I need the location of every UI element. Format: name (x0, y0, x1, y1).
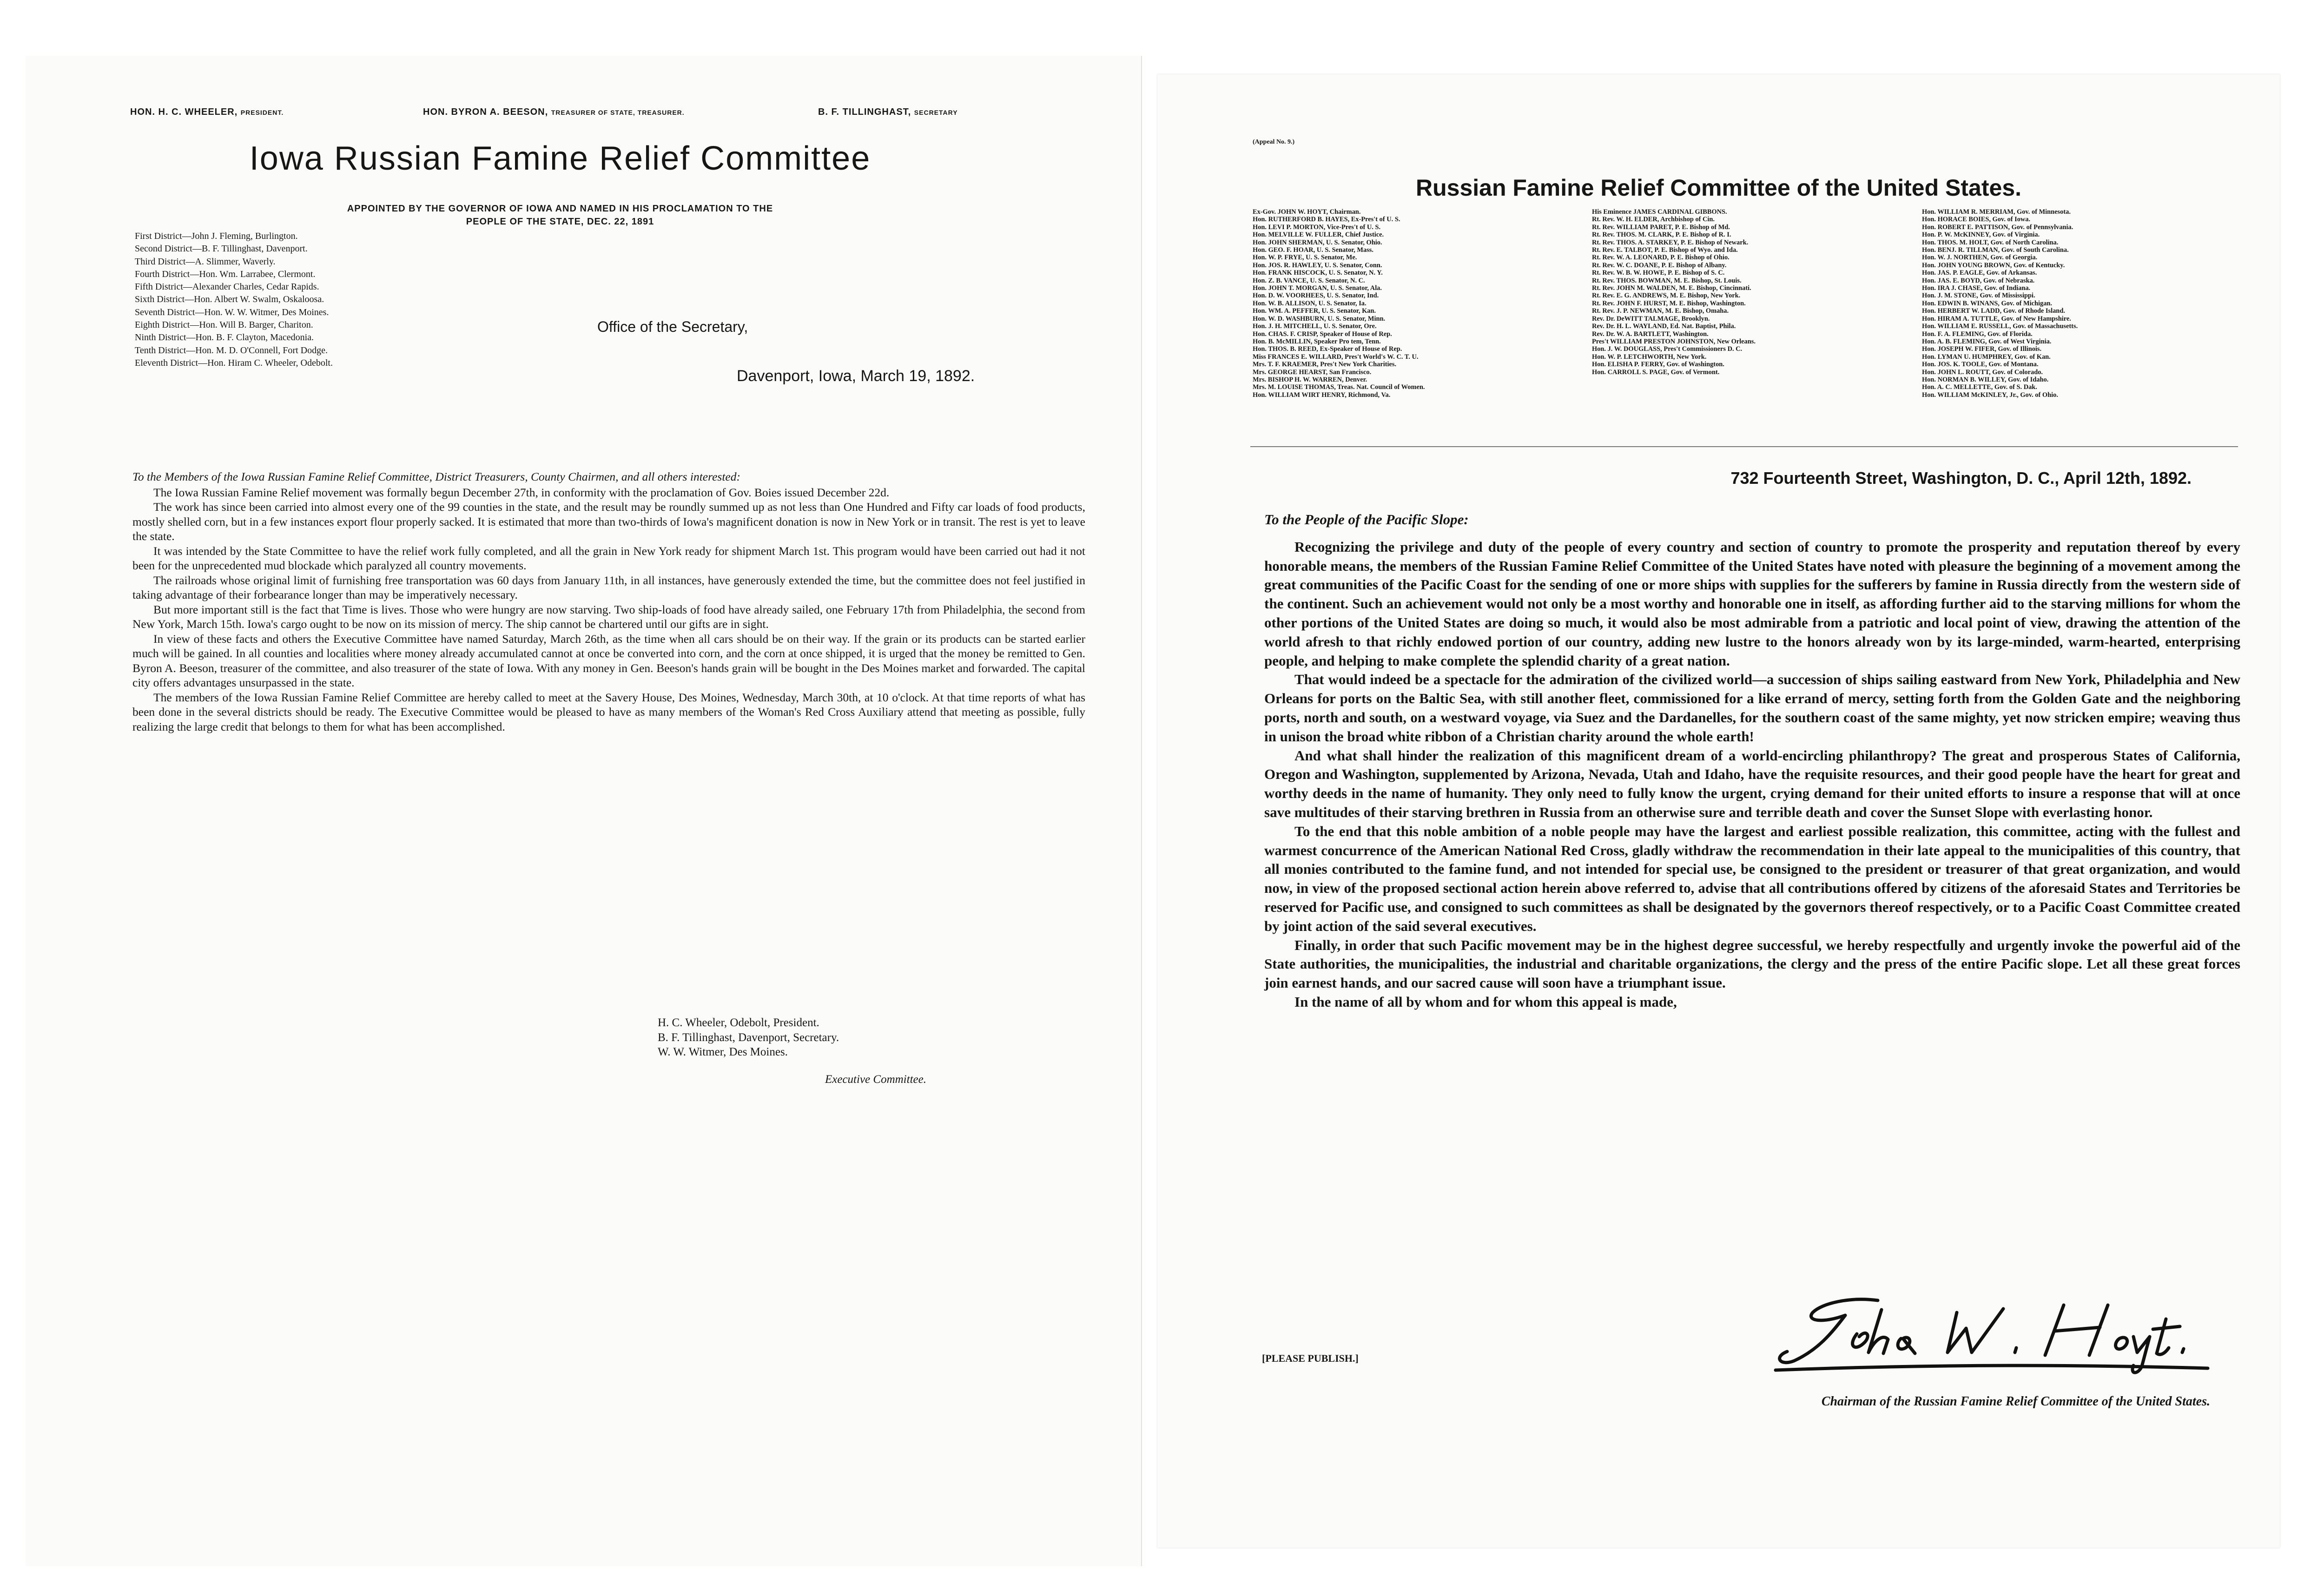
member-entry: Hon. JOHN SHERMAN, U. S. Senator, Ohio. (1253, 238, 1382, 246)
member-entry: Rt. Rev. THOS. M. CLARK, P. E. Bishop of R. I. (1592, 231, 1731, 239)
executive-committee-label: Executive Committee. (825, 1073, 926, 1086)
district-item: Fifth District—Alexander Charles, Cedar Rapids. (135, 282, 319, 292)
member-entry: Rt. Rev. E. TALBOT, P. E. Bishop of Wyo. and Ida. (1592, 246, 1738, 254)
appeal-salutation: To the People of the Pacific Slope: (1264, 511, 1469, 528)
member-list-column-3 (1922, 208, 2243, 399)
district-item: Eighth District—Hon. Will B. Barger, Chariton. (135, 320, 313, 330)
letterhead-title: Iowa Russian Famine Relief Committee (249, 140, 871, 177)
appeal-paragraph: To the end that this noble ambition of a noble people may have the largest and earliest possible realization, this committee, acting with the fullest and warmest concurrence of the American National Red Cross, gladly withdraw the recommendation in their late appeal to the municipalities of this country, that all monies contributed to the famine fund, and not intended for special use, be consigned to the president or treasurer of that great organization, and would now, in view of the proposed sectional action herein above referred to, advise that all contributions offered by citizens of the aforesaid States and Territories be reserved for Pacific use, and consigned to such committees as shall be designated by the governors thereof respectively, or to a Pacific Coast Committee created by joint action of the said several executives. (1264, 823, 2240, 934)
appeal-paragraph: Recognizing the privilege and duty of the people of every country and section of country to promote the prosperity and reputation thereof by every honorable means, the members of the Russian Famine Relief Committee of the United States have noted with pleasure the beginning of a movement among the great communities of the Pacific Coast for the sending of one or more ships with supplies for the sufferers by famine in Russia directly from the western side of the continent. Such an achievement would not only be a most worthy and honorable one in itself, as affording further aid to the starving millions for whom the other portions of the United States are doing so much, it would also be most admirable from a patriotic and local point of view, drawing the attention of the world afresh to that richly endowed portion of our country, adding new lustre to the honors already won by its large-minded, warm-hearted, enterprising people, and helping to make complete the splendid charity of a great nation. (1264, 538, 2240, 669)
member-entry: Rt. Rev. W. H. ELDER, Archbishop of Cin. (1592, 216, 1715, 224)
member-entry: Hon. JOHN YOUNG BROWN, Gov. of Kentucky. (1922, 261, 2065, 269)
appeal-title: Russian Famine Relief Committee of the United States. (1415, 175, 2022, 201)
member-entry: Hon. W. P. LETCHWORTH, New York. (1592, 353, 1707, 361)
signer-title: Chairman of the Russian Famine Relief Committee of the United States. (1821, 1394, 2210, 1409)
member-entry: Hon. W. D. WASHBURN, U. S. Senator, Minn. (1253, 315, 1386, 323)
letter-paragraph: In view of these facts and others the Executive Committee have named Saturday, March 26th, as the time when all cars should be on their way. If the grain or its products can be started earlier much will be gained. In all counties and localities where money already accumulated cannot at once be converted into corn, and the corn at once shipped, it is urged that the money be remitted to Gen. Byron A. Beeson, treasurer of the committee, and also treasurer of the state of Iowa. With any money in Gen. Beeson's hands grain will be bought in the Des Moines market and forwarded. The capital city offers advantages unsurpassed in the state. (132, 632, 1085, 689)
member-entry: Hon. THOS. B. REED, Ex-Speaker of House of Rep. (1253, 345, 1402, 353)
letter-paragraph: The work has since been carried into almost every one of the 99 counties in the state, and the result may be roundly summed up as not less than One Hundred and Fifty car loads of food products, mostly shelled corn, but in a few instances export flour properly sacked. It is estimated that more than two-thirds of Iowa's magnificent donation is now in New York or in transit. The rest is yet to leave the state. (132, 500, 1085, 543)
member-entry: Hon. GEO. F. HOAR, U. S. Senator, Mass. (1253, 246, 1373, 254)
member-entry: Hon. HORACE BOIES, Gov. of Iowa. (1922, 216, 2031, 224)
member-entry: Ex-Gov. JOHN W. HOYT, Chairman. (1253, 208, 1361, 216)
member-entry: Rt. Rev. JOHN F. HURST, M. E. Bishop, Washington. (1592, 299, 1746, 307)
member-entry: Pres't WILLIAM PRESTON JOHNSTON, New Orleans. (1592, 337, 1756, 345)
member-entry: Hon. WILLIAM McKINLEY, Jr., Gov. of Ohio. (1922, 391, 2058, 399)
letter-paragraph: The Iowa Russian Famine Relief movement was formally begun December 27th, in conformity with the proclamation of Gov. Boies issued December 22d. (153, 485, 890, 499)
letter-salutation: To the Members of the Iowa Russian Famine Relief Committee, District Treasurers, County Chairmen, and all others interested: (132, 470, 740, 483)
district-item: Ninth District—Hon. B. F. Clayton, Macedonia. (135, 332, 314, 343)
member-entry: Hon. JOSEPH W. FIFER, Gov. of Illinois. (1922, 345, 2042, 353)
member-entry: Hon. WILLIAM R. MERRIAM, Gov. of Minnesota. (1922, 208, 2071, 216)
member-entry: Rt. Rev. THOS. A. STARKEY, P. E. Bishop of Newark. (1592, 238, 1749, 246)
member-entry: Hon. JAS. P. EAGLE, Gov. of Arkansas. (1922, 269, 2037, 277)
member-entry: Hon. NORMAN B. WILLEY, Gov. of Idaho. (1922, 376, 2049, 383)
member-entry: Rt. Rev. JOHN M. WALDEN, M. E. Bishop, Cincinnati. (1592, 284, 1751, 292)
letter-paragraph: The members of the Iowa Russian Famine Relief Committee are hereby called to meet at the Savery House, Des Moines, Wednesday, March 30th, at 10 o'clock. At that time reports of what has been done in the several districts should be ready. The Executive Committee would be pleased to have as many members of the Woman's Red Cross Auxiliary attend that meeting as possible, fully realizing the large credit that belongs to them for what has been accomplished. (132, 690, 1085, 733)
appeal-closing: In the name of all by whom and for whom this appeal is made, (1294, 993, 1677, 1010)
please-publish-note: [PLEASE PUBLISH.] (1262, 1352, 1359, 1364)
member-entry: Rt. Rev. W. B. W. HOWE, P. E. Bishop of S. C. (1592, 269, 1725, 277)
district-item: First District—John J. Fleming, Burlington. (135, 231, 298, 241)
member-entry: Rt. Rev. THOS. BOWMAN, M. E. Bishop, St. Louis. (1592, 277, 1742, 284)
officer-secretary: B. F. TILLINGHAST, SECRETARY (818, 107, 958, 117)
district-item: Eleventh District—Hon. Hiram C. Wheeler, Odebolt. (135, 357, 333, 368)
member-entry: Hon. LEVI P. MORTON, Vice-Pres't of U. S. (1253, 223, 1381, 231)
signer-line: W. W. Witmer, Des Moines. (658, 1046, 788, 1058)
member-entry: Hon. CARROLL S. PAGE, Gov. of Vermont. (1592, 368, 1720, 376)
member-entry: Hon. HERBERT W. LADD, Gov. of Rhode Island. (1922, 307, 2065, 315)
appeal-paragraph: Finally, in order that such Pacific movement may be in the highest degree successful, we hereby respectfully and urgently invoke the powerful aid of the State authorities, the municipalities, the industrial and charitable organizations, the clergy and the press of the entire Pacific slope. Let all these great forces join earnest hands, and our sacred cause will soon have a triumphant issue. (1264, 936, 2240, 991)
signature-image (1762, 1283, 2217, 1380)
member-entry: Hon. JOS. K. TOOLE, Gov. of Montana. (1922, 361, 2039, 369)
member-entry: Hon. JOHN T. MORGAN, U. S. Senator, Ala. (1253, 284, 1382, 292)
iowa-committee-letter (26, 56, 1142, 1566)
letter-paragraph: But more important still is the fact that Time is lives. Those who were hungry are now starving. Two ship-loads of food have already sailed, one February 17th from Philadelphia, the second from New York, March 15th. Iowa's cargo ought to be now on its mission of mercy. The ship cannot be chartered until our gifts are in sight. (132, 602, 1085, 631)
member-entry: Hon. W. J. NORTHEN, Gov. of Georgia. (1922, 254, 2038, 262)
member-entry: Rev. Dr. W. A. BARTLETT, Washington. (1592, 330, 1709, 338)
member-entry: Hon. Z. B. VANCE, U. S. Senator, N. C. (1253, 277, 1365, 284)
appeal-address-date: 732 Fourteenth Street, Washington, D. C., April 12th, 1892. (1730, 468, 2192, 488)
appeal-number: (Appeal No. 9.) (1253, 138, 1295, 145)
member-entry: His Eminence JAMES CARDINAL GIBBONS. (1592, 208, 1727, 216)
member-entry: Hon. ELISHA P. FERRY, Gov. of Washington. (1592, 361, 1724, 369)
member-entry: Hon. FRANK HISCOCK, U. S. Senator, N. Y. (1253, 269, 1383, 277)
appeal-body (1264, 510, 2240, 1012)
member-entry: Hon. F. A. FLEMING, Gov. of Florida. (1922, 330, 2033, 338)
member-list-column-2 (1592, 208, 1908, 376)
officer-president: HON. H. C. WHEELER, PRESIDENT. (130, 107, 284, 117)
member-entry: Hon. P. W. McKINNEY, Gov. of Virginia. (1922, 231, 2040, 239)
member-entry: Hon. JAS. E. BOYD, Gov. of Nebraska. (1922, 277, 2035, 284)
member-entry: Hon. EDWIN B. WINANS, Gov. of Michigan. (1922, 299, 2052, 307)
office-of-secretary: Office of the Secretary, (597, 318, 748, 335)
member-entry: Mrs. T. F. KRAEMER, Pres't New York Charities. (1253, 361, 1397, 369)
signer-line: H. C. Wheeler, Odebolt, President. (658, 1016, 819, 1029)
member-entry: Mrs. GEORGE HEARST, San Francisco. (1253, 368, 1372, 376)
member-entry: Hon. HIRAM A. TUTTLE, Gov. of New Hampshire. (1922, 315, 2071, 323)
appointment-line-1: APPOINTED BY THE GOVERNOR OF IOWA AND NAMED IN HIS PROCLAMATION TO THE (347, 204, 773, 214)
divider-rule (1250, 446, 2238, 447)
letter-signers (658, 1015, 839, 1060)
member-entry: Mrs. BISHOP H. W. WARREN, Denver. (1253, 376, 1367, 383)
member-entry: Rev. Dr. H. L. WAYLAND, Ed. Nat. Baptist, Phila. (1592, 323, 1736, 330)
district-item: Fourth District—Hon. Wm. Larrabee, Clermont. (135, 269, 316, 279)
member-entry: Hon. WILLIAM WIRT HENRY, Richmond, Va. (1253, 391, 1391, 399)
member-entry: Hon. JOS. R. HAWLEY, U. S. Senator, Conn. (1253, 261, 1382, 269)
letter-paragraph: It was intended by the State Committee to have the relief work fully completed, and all the grain in New York ready for shipment March 1st. This program would have been carried out had it not been for the unprecedented mud blockade which paralyzed all country movements. (132, 544, 1085, 572)
member-entry: Hon. WILLIAM E. RUSSELL, Gov. of Massachusetts. (1922, 323, 2078, 330)
national-committee-appeal (1157, 74, 2280, 1548)
officer-treasurer: HON. BYRON A. BEESON, TREASURER OF STATE, TREASURER. (423, 107, 685, 117)
appeal-paragraph: And what shall hinder the realization of this magnificent dream of a world-encircling philanthropy? The great and prosperous States of California, Oregon and Washington, supplemented by Arizona, Nevada, Utah and Idaho, have the requisite resources, and their good people have the heart for great and worthy deeds in the name of humanity. They only need to fully know the urgent, crying demand for their united efforts to insure a response that will at once save multitudes of their starving brethren in Russia from an otherwise sure and terrible death and cover the Sunset Slope with everlasting honor. (1264, 747, 2240, 820)
district-item: Third District—A. Slimmer, Waverly. (135, 256, 276, 267)
member-entry: Hon. W. B. ALLISON, U. S. Senator, Ia. (1253, 299, 1367, 307)
member-entry: Hon. LYMAN U. HUMPHREY, Gov. of Kan. (1922, 353, 2051, 361)
letter-body (132, 469, 1085, 734)
member-entry: Hon. J. M. STONE, Gov. of Mississippi. (1922, 292, 2035, 300)
member-entry: Hon. BENJ. R. TILLMAN, Gov. of South Carolina. (1922, 246, 2069, 254)
member-entry: Hon. JOHN L. ROUTT, Gov. of Colorado. (1922, 368, 2043, 376)
district-item: Seventh District—Hon. W. W. Witmer, Des Moines. (135, 307, 329, 317)
member-entry: Rt. Rev. J. P. NEWMAN, M. E. Bishop, Omaha. (1592, 307, 1729, 315)
appeal-paragraph: That would indeed be a spectacle for the admiration of the civilized world—a succession of ships sailing eastward from New York, Philadelphia and New Orleans for ports on the Baltic Sea, with still another fleet, commissioned for a like errand of mercy, setting forth from the Golden Gate and the neighboring ports, north and south, on a westward voyage, via Suez and the Dardanelles, for the southern coast of the same mighty, yet now stricken empire; weaving thus in unison the broad white ribbon of a Christian charity around the whole earth! (1264, 671, 2240, 745)
district-item: Second District—B. F. Tillinghast, Davenport. (135, 244, 308, 254)
letter-place-date: Davenport, Iowa, March 19, 1892. (737, 367, 975, 385)
member-entry: Hon. MELVILLE W. FULLER, Chief Justice. (1253, 231, 1384, 239)
district-item: Tenth District—Hon. M. D. O'Connell, Fort Dodge. (135, 345, 328, 356)
member-entry: Miss FRANCES E. WILLARD, Pres't World's W. C. T. U. (1253, 353, 1419, 361)
member-entry: Hon. A. C. MELLETTE, Gov. of S. Dak. (1922, 383, 2037, 391)
member-entry: Hon. WM. A. PEFFER, U. S. Senator, Kan. (1253, 307, 1376, 315)
member-list-column-1 (1253, 208, 1550, 399)
member-entry: Hon. J. H. MITCHELL, U. S. Senator, Ore. (1253, 323, 1377, 330)
member-entry: Hon. ROBERT E. PATTISON, Gov. of Pennsylvania. (1922, 223, 2073, 231)
member-entry: Rev. Dr. DeWITT TALMAGE, Brooklyn. (1592, 315, 1710, 323)
member-entry: Hon. D. W. VOORHEES, U. S. Senator, Ind. (1253, 292, 1379, 300)
appointment-line-2: PEOPLE OF THE STATE, DEC. 22, 1891 (466, 217, 654, 227)
district-list (135, 230, 488, 369)
member-entry: Hon. THOS. M. HOLT, Gov. of North Carolina. (1922, 238, 2059, 246)
member-entry: Rt. Rev. W. C. DOANE, P. E. Bishop of Albany. (1592, 261, 1727, 269)
member-entry: Hon. B. McMILLIN, Speaker Pro tem, Tenn. (1253, 337, 1381, 345)
signer-line: B. F. Tillinghast, Davenport, Secretary. (658, 1031, 839, 1044)
letter-paragraph: The railroads whose original limit of furnishing free transportation was 60 days from January 11th, in all instances, have generously extended the time, but the committee does not feel justified in taking advantage of their forbearance longer than may be imperatively necessary. (132, 573, 1085, 601)
member-entry: Hon. RUTHERFORD B. HAYES, Ex-Pres't of U. S. (1253, 216, 1400, 224)
member-entry: Mrs. M. LOUISE THOMAS, Treas. Nat. Council of Women. (1253, 383, 1425, 391)
member-entry: Rt. Rev. W. A. LEONARD, P. E. Bishop of Ohio. (1592, 254, 1730, 262)
member-entry: Hon. IRA J. CHASE, Gov. of Indiana. (1922, 284, 2031, 292)
member-entry: Hon. J. W. DOUGLASS, Pres't Commissioners D. C. (1592, 345, 1743, 353)
member-entry: Hon. W. P. FRYE, U. S. Senator, Me. (1253, 254, 1357, 262)
member-entry: Rt. Rev. E. G. ANDREWS, M. E. Bishop, New York. (1592, 292, 1741, 300)
district-item: Sixth District—Hon. Albert W. Swalm, Oskaloosa. (135, 294, 324, 305)
member-entry: Rt. Rev. WILLIAM PARET, P. E. Bishop of Md. (1592, 223, 1730, 231)
member-entry: Hon. A. B. FLEMING, Gov. of West Virginia. (1922, 337, 2052, 345)
member-entry: Hon. CHAS. F. CRISP, Speaker of House of Rep. (1253, 330, 1392, 338)
